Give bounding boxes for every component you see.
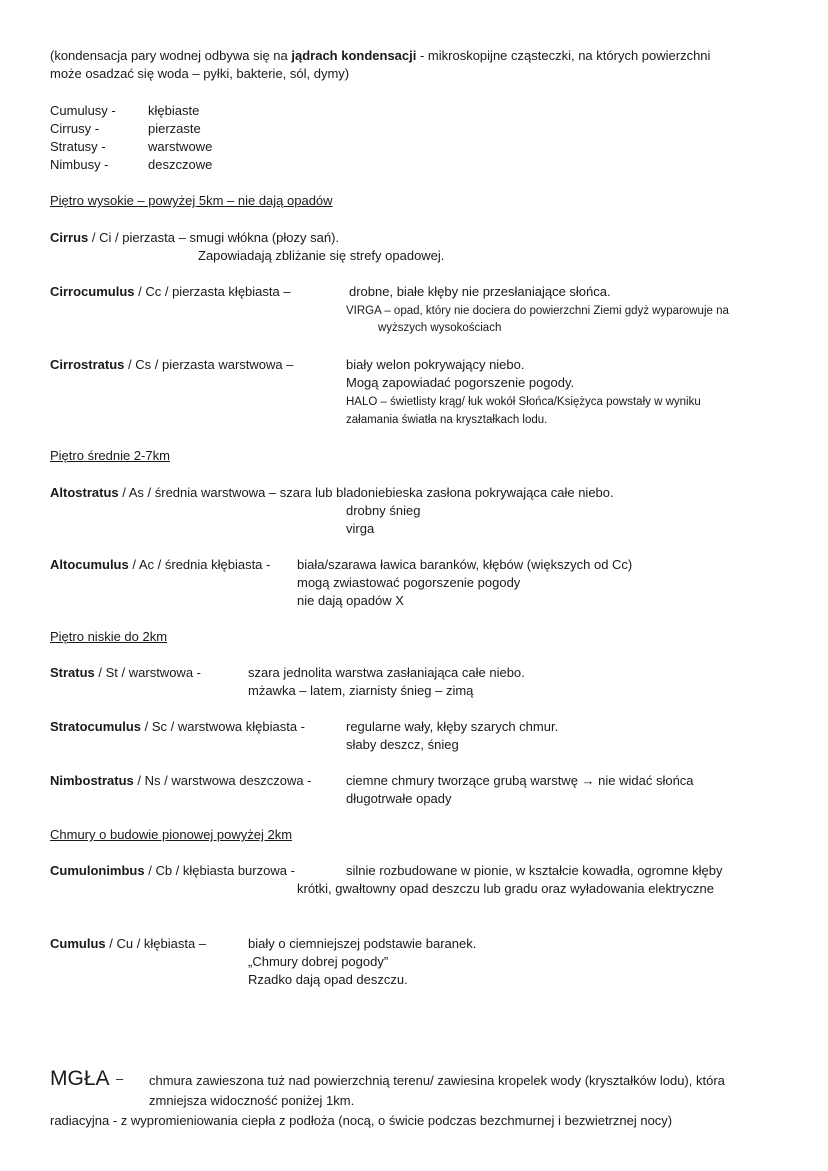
stratocumulus-desc: słaby deszcz, śnieg xyxy=(346,737,459,752)
cloud-info: / As / średnia warstwowa – szara lub bladoniebieska zasłona pokrywająca całe niebo. xyxy=(118,485,614,500)
fog-desc: zmniejsza widoczność poniżej 1km. xyxy=(149,1093,355,1108)
altocumulus-desc: biała/szarawa ławica baranków, kłębów (większych od Cc) xyxy=(297,557,633,572)
altocumulus-entry xyxy=(50,556,270,574)
cumulonimbus-desc: krótki, gwałtowny opad deszczu lub gradu oraz wyładowania elektryczne xyxy=(297,881,714,896)
intro-line-2: może osadzać się woda – pyłki, bakterie, sól, dymy) xyxy=(50,66,350,81)
fog-desc: chmura zawieszona tuż nad powierzchnią terenu/ zawiesina kropelek wody (kryształków lodu), która xyxy=(149,1073,725,1088)
cloud-name: Cumulonimbus xyxy=(50,863,145,878)
type-name: Nimbusy - xyxy=(50,157,109,172)
halo-desc-cont: załamania światła na kryształkach lodu. xyxy=(346,414,548,426)
cumulus-desc: biały o ciemniejszej podstawie baranek. xyxy=(248,936,477,951)
intro-text: - mikroskopijne cząsteczki, na których powierzchni xyxy=(416,48,711,63)
fog-dash: – xyxy=(116,1071,124,1086)
intro-line-1 xyxy=(50,47,710,65)
fog-title: MGŁA xyxy=(50,1067,110,1090)
section-heading-low: Piętro niskie do 2km xyxy=(50,629,168,644)
nimbostratus-desc: ciemne chmury tworzące grubą warstwę → nie widać słońca xyxy=(346,773,694,788)
type-desc: warstwowe xyxy=(148,139,213,154)
cloud-info: / Cs / pierzasta warstwowa – xyxy=(124,357,294,372)
cloud-info: / Cc / pierzasta kłębiasta – xyxy=(134,284,291,299)
cumulus-entry xyxy=(50,935,206,953)
type-name: Cirrusy - xyxy=(50,121,100,136)
cloud-info: / Ac / średnia kłębiasta - xyxy=(128,557,271,572)
cloud-name: Cirrus xyxy=(50,230,89,245)
stratus-desc: szara jednolita warstwa zasłaniająca całe niebo. xyxy=(248,665,525,680)
cirrocumulus-entry xyxy=(50,283,291,301)
cloud-name: Altocumulus xyxy=(50,557,129,572)
cloud-info: / Sc / warstwowa kłębiasta - xyxy=(141,719,306,734)
fog-radiation: radiacyjna - z wypromieniowania ciepła z podłoża (nocą, o świcie podczas bezchmurnej i bezwietrznej nocy) xyxy=(50,1113,673,1128)
stratocumulus-desc: regularne wały, kłęby szarych chmur. xyxy=(346,719,559,734)
halo-desc: HALO – świetlisty krąg/ łuk wokół Słońca/Księżyca powstały w wyniku xyxy=(346,396,701,408)
cloud-info: / Ns / warstwowa deszczowa - xyxy=(133,773,312,788)
cumulus-desc: „Chmury dobrej pogody” xyxy=(248,954,389,969)
section-heading-high: Piętro wysokie – powyżej 5km – nie dają opadów xyxy=(50,193,333,208)
section-heading-vertical: Chmury o budowie pionowej powyżej 2km xyxy=(50,827,293,842)
cloud-info: / Ci / pierzasta – smugi włókna (płozy sań). xyxy=(88,230,340,245)
cloud-name: Stratocumulus xyxy=(50,719,142,734)
cumulonimbus-entry xyxy=(50,862,295,880)
cloud-name: Nimbostratus xyxy=(50,773,134,788)
type-desc: kłębiaste xyxy=(148,103,200,118)
type-name: Stratusy - xyxy=(50,139,106,154)
cirrus-entry xyxy=(50,229,339,247)
altocumulus-desc: nie dają opadów X xyxy=(297,593,404,608)
cloud-name: Cirrostratus xyxy=(50,357,125,372)
cirrocumulus-desc: drobne, białe kłęby nie przesłaniające słońca. xyxy=(349,284,611,299)
nimbostratus-entry xyxy=(50,772,312,790)
altostratus-entry xyxy=(50,484,614,502)
intro-bold-term: jądrach kondensacji xyxy=(291,48,417,63)
cloud-name: Cumulus xyxy=(50,936,106,951)
cirrostratus-desc: biały welon pokrywający niebo. xyxy=(346,357,525,372)
section-heading-middle: Piętro średnie 2-7km xyxy=(50,448,170,463)
cloud-info: / Cb / kłębiasta burzowa - xyxy=(144,863,295,878)
cloud-info: / Cu / kłębiasta – xyxy=(105,936,207,951)
type-name: Cumulusy - xyxy=(50,103,116,118)
intro-text: (kondensacja pary wodnej odbywa się na xyxy=(50,48,292,63)
stratocumulus-entry xyxy=(50,718,305,736)
altostratus-desc: drobny śnieg xyxy=(346,503,421,518)
cirrus-desc: Zapowiadają zbliżanie się strefy opadowej. xyxy=(198,248,445,263)
nimbostratus-desc: długotrwałe opady xyxy=(346,791,452,806)
type-desc: deszczowe xyxy=(148,157,213,172)
cumulus-desc: Rzadko dają opad deszczu. xyxy=(248,972,408,987)
cumulonimbus-desc: silnie rozbudowane w pionie, w kształcie kowadła, ogromne kłęby xyxy=(346,863,723,878)
virga-desc: VIRGA – opad, który nie dociera do powierzchni Ziemi gdyż wyparowuje na xyxy=(346,305,729,317)
stratus-entry xyxy=(50,664,201,682)
cloud-info: / St / warstwowa - xyxy=(94,665,201,680)
cloud-name: Cirrocumulus xyxy=(50,284,135,299)
virga-desc-cont: wyższych wysokościach xyxy=(378,322,502,334)
altostratus-desc: virga xyxy=(346,521,375,536)
stratus-desc: mżawka – latem, ziarnisty śnieg – zimą xyxy=(248,683,474,698)
cloud-name: Stratus xyxy=(50,665,95,680)
cloud-name: Altostratus xyxy=(50,485,119,500)
cirrostratus-desc: Mogą zapowiadać pogorszenie pogody. xyxy=(346,375,575,390)
type-desc: pierzaste xyxy=(148,121,201,136)
cirrostratus-entry xyxy=(50,356,293,374)
altocumulus-desc: mogą zwiastować pogorszenie pogody xyxy=(297,575,521,590)
